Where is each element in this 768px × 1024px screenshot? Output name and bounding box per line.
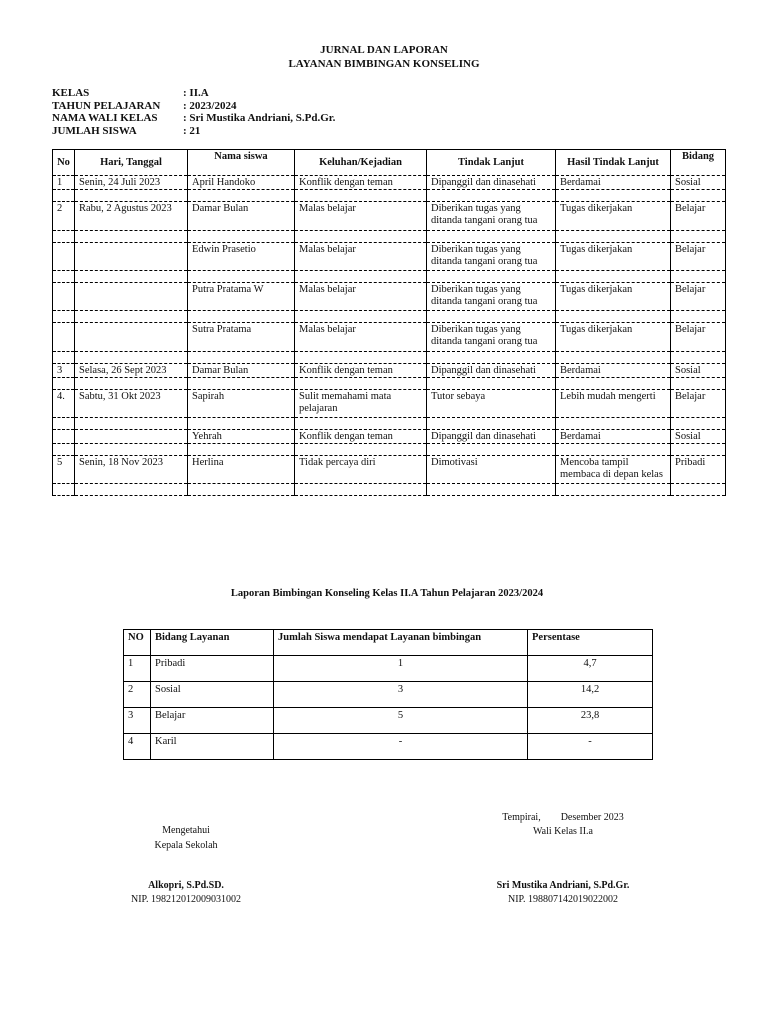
journal-cell-result: Mencoba tampil membaca di depan kelas: [556, 456, 671, 484]
journal-cell-date: Sabtu, 31 Okt 2023: [75, 390, 188, 418]
journal-row: [53, 390, 726, 418]
summary-row: [124, 682, 653, 708]
journal-cell-name: April Handoko: [188, 176, 295, 190]
meta-wali-kelas: NAMA WALI KELAS : Sri Mustika Andriani, S.Pd.Gr.: [52, 112, 336, 124]
journal-cell-date: [75, 323, 188, 352]
journal-spacer-cell: [53, 231, 75, 243]
journal-cell-issue: Sulit memahami mata pelajaran: [295, 390, 427, 418]
journal-cell-field: Sosial: [671, 176, 726, 190]
summary-cell-count: 1: [274, 656, 528, 682]
journal-spacer-cell: [188, 378, 295, 390]
journal-cell-action: Dimotivasi: [427, 456, 556, 484]
journal-cell-name: Damar Bulan: [188, 364, 295, 378]
journal-spacer-cell: [295, 484, 427, 496]
journal-spacer-cell: [427, 352, 556, 364]
journal-table: [52, 149, 726, 496]
summary-cell-no: 3: [124, 708, 151, 734]
journal-cell-no: 1: [53, 176, 75, 190]
journal-spacer-cell: [671, 231, 726, 243]
journal-row: [53, 430, 726, 444]
journal-cell-issue: Malas belajar: [295, 202, 427, 231]
journal-cell-name: Sapirah: [188, 390, 295, 418]
journal-cell-name: Edwin Prasetio: [188, 243, 295, 271]
journal-cell-issue: Malas belajar: [295, 283, 427, 311]
journal-spacer-cell: [188, 444, 295, 456]
journal-cell-field: Belajar: [671, 243, 726, 271]
journal-cell-no: [53, 323, 75, 352]
journal-spacer-cell: [75, 418, 188, 430]
summary-col-field: Bidang Layanan: [151, 630, 274, 656]
journal-spacer-cell: [188, 271, 295, 283]
journal-spacer-cell: [671, 418, 726, 430]
journal-spacer-cell: [75, 444, 188, 456]
summary-row: [124, 708, 653, 734]
journal-cell-field: Sosial: [671, 364, 726, 378]
journal-spacer-cell: [75, 484, 188, 496]
summary-cell-no: 4: [124, 734, 151, 760]
journal-spacer-cell: [53, 352, 75, 364]
journal-spacer-cell: [671, 352, 726, 364]
journal-spacer-cell: [556, 271, 671, 283]
journal-row: [53, 456, 726, 484]
sig-right-name: Sri Mustika Andriani, S.Pd.Gr.: [496, 880, 630, 891]
journal-spacer-cell: [427, 444, 556, 456]
journal-cell-action: Tutor sebaya: [427, 390, 556, 418]
journal-spacer-cell: [295, 311, 427, 323]
summary-cell-count: 5: [274, 708, 528, 734]
journal-spacer-cell: [427, 418, 556, 430]
journal-row: [53, 202, 726, 231]
journal-cell-action: Diberikan tugas yang ditanda tangani orang tua: [427, 202, 556, 231]
journal-cell-result: Tugas dikerjakan: [556, 243, 671, 271]
journal-cell-no: 4.: [53, 390, 75, 418]
journal-spacer-row: [53, 231, 726, 243]
journal-spacer-cell: [671, 378, 726, 390]
journal-spacer-cell: [295, 378, 427, 390]
journal-spacer-cell: [188, 352, 295, 364]
col-result: Hasil Tindak Lanjut: [556, 150, 671, 176]
journal-cell-name: Sutra Pratama: [188, 323, 295, 352]
journal-cell-date: Rabu, 2 Agustus 2023: [75, 202, 188, 231]
journal-cell-issue: Tidak percaya diri: [295, 456, 427, 484]
journal-cell-issue: Konflik dengan teman: [295, 176, 427, 190]
sig-left-nip: NIP. 198212012009031002: [130, 894, 241, 905]
meta-jumlah-siswa: JUMLAH SISWA : 21: [52, 124, 201, 137]
journal-cell-field: Sosial: [671, 430, 726, 444]
journal-spacer-cell: [556, 190, 671, 202]
journal-spacer-cell: [556, 484, 671, 496]
journal-spacer-cell: [53, 378, 75, 390]
journal-spacer-cell: [295, 418, 427, 430]
journal-cell-issue: Malas belajar: [295, 323, 427, 352]
journal-cell-no: 5: [53, 456, 75, 484]
col-field: Bidang: [671, 150, 726, 176]
summary-cell-percent: -: [528, 734, 653, 760]
journal-spacer-cell: [295, 352, 427, 364]
journal-spacer-cell: [53, 484, 75, 496]
journal-spacer-cell: [188, 418, 295, 430]
journal-cell-date: [75, 430, 188, 444]
sig-left-ack: Mengetahui: [162, 825, 210, 836]
journal-cell-no: 3: [53, 364, 75, 378]
journal-spacer-cell: [53, 311, 75, 323]
summary-cell-percent: 23,8: [528, 708, 653, 734]
sig-right-place-date: Tempirai, Desember 2023: [502, 812, 624, 823]
journal-spacer-cell: [188, 311, 295, 323]
summary-table: [123, 629, 653, 760]
meta-kelas: KELAS : II.A: [52, 87, 209, 99]
journal-spacer-row: [53, 444, 726, 456]
journal-spacer-row: [53, 378, 726, 390]
summary-col-percent: Persentase: [528, 630, 653, 656]
journal-spacer-cell: [671, 484, 726, 496]
journal-cell-no: [53, 430, 75, 444]
journal-spacer-cell: [53, 190, 75, 202]
journal-cell-result: Tugas dikerjakan: [556, 323, 671, 352]
summary-cell-no: 2: [124, 682, 151, 708]
journal-cell-action: Diberikan tugas yang ditanda tangani orang tua: [427, 323, 556, 352]
journal-cell-field: Belajar: [671, 323, 726, 352]
journal-spacer-cell: [556, 378, 671, 390]
journal-cell-action: Dipanggil dan dinasehati: [427, 364, 556, 378]
journal-cell-issue: Malas belajar: [295, 243, 427, 271]
summary-cell-field: Pribadi: [151, 656, 274, 682]
journal-spacer-cell: [671, 271, 726, 283]
summary-cell-field: Sosial: [151, 682, 274, 708]
summary-col-no: NO: [124, 630, 151, 656]
journal-spacer-row: [53, 311, 726, 323]
journal-row: [53, 283, 726, 311]
journal-cell-result: Berdamai: [556, 364, 671, 378]
journal-spacer-cell: [188, 231, 295, 243]
journal-cell-date: Selasa, 26 Sept 2023: [75, 364, 188, 378]
journal-spacer-cell: [188, 484, 295, 496]
summary-cell-no: 1: [124, 656, 151, 682]
journal-cell-date: Senin, 24 Juli 2023: [75, 176, 188, 190]
journal-cell-no: [53, 283, 75, 311]
summary-cell-field: Belajar: [151, 708, 274, 734]
journal-cell-result: Lebih mudah mengerti: [556, 390, 671, 418]
journal-spacer-cell: [556, 444, 671, 456]
document-title: JURNAL DAN LAPORAN: [320, 44, 448, 56]
journal-spacer-cell: [75, 311, 188, 323]
meta-tahun-pelajaran: TAHUN PELAJARAN : 2023/2024: [52, 99, 237, 112]
journal-spacer-cell: [295, 231, 427, 243]
journal-spacer-cell: [53, 444, 75, 456]
journal-spacer-cell: [556, 311, 671, 323]
sig-right-role: Wali Kelas II.a: [533, 826, 593, 837]
journal-cell-action: Dipanggil dan dinasehati: [427, 176, 556, 190]
journal-cell-name: Herlina: [188, 456, 295, 484]
journal-cell-action: Diberikan tugas yang ditanda tangani orang tua: [427, 243, 556, 271]
journal-cell-name: Yehrah: [188, 430, 295, 444]
journal-cell-date: [75, 243, 188, 271]
journal-row: [53, 364, 726, 378]
journal-row: [53, 176, 726, 190]
journal-spacer-cell: [427, 190, 556, 202]
journal-cell-no: 2: [53, 202, 75, 231]
journal-row: [53, 243, 726, 271]
journal-cell-field: Pribadi: [671, 456, 726, 484]
journal-cell-result: Tugas dikerjakan: [556, 202, 671, 231]
journal-spacer-cell: [556, 418, 671, 430]
journal-spacer-row: [53, 190, 726, 202]
journal-cell-action: Diberikan tugas yang ditanda tangani orang tua: [427, 283, 556, 311]
journal-spacer-row: [53, 418, 726, 430]
journal-spacer-cell: [295, 190, 427, 202]
summary-cell-count: 3: [274, 682, 528, 708]
journal-spacer-cell: [671, 444, 726, 456]
journal-cell-field: Belajar: [671, 283, 726, 311]
summary-col-count: Jumlah Siswa mendapat Layanan bimbingan: [274, 630, 528, 656]
summary-title: Laporan Bimbingan Konseling Kelas II.A Tahun Pelajaran 2023/2024: [230, 588, 544, 599]
journal-cell-name: Damar Bulan: [188, 202, 295, 231]
journal-spacer-cell: [188, 190, 295, 202]
journal-spacer-cell: [295, 444, 427, 456]
journal-spacer-cell: [556, 352, 671, 364]
sig-left-role: Kepala Sekolah: [154, 840, 218, 851]
journal-cell-action: Dipanggil dan dinasehati: [427, 430, 556, 444]
col-action: Tindak Lanjut: [427, 150, 556, 176]
journal-spacer-cell: [556, 231, 671, 243]
journal-cell-field: Belajar: [671, 390, 726, 418]
summary-row: [124, 656, 653, 682]
journal-spacer-cell: [427, 271, 556, 283]
journal-spacer-row: [53, 352, 726, 364]
journal-spacer-cell: [427, 311, 556, 323]
journal-spacer-cell: [53, 418, 75, 430]
col-date: Hari, Tanggal: [75, 150, 188, 176]
journal-cell-date: Senin, 18 Nov 2023: [75, 456, 188, 484]
sig-right-nip: NIP. 198807142019022002: [507, 894, 618, 905]
journal-spacer-cell: [671, 190, 726, 202]
summary-cell-field: Karil: [151, 734, 274, 760]
journal-spacer-cell: [671, 311, 726, 323]
summary-row: [124, 734, 653, 760]
journal-cell-date: [75, 283, 188, 311]
journal-spacer-cell: [427, 231, 556, 243]
journal-cell-name: Putra Pratama W: [188, 283, 295, 311]
journal-cell-field: Belajar: [671, 202, 726, 231]
journal-spacer-row: [53, 271, 726, 283]
col-student-name: Nama siswa: [188, 150, 295, 176]
journal-cell-result: Berdamai: [556, 176, 671, 190]
journal-row: [53, 323, 726, 352]
journal-cell-issue: Konflik dengan teman: [295, 364, 427, 378]
sig-left-name: Alkopri, S.Pd.SD.: [148, 880, 224, 891]
journal-spacer-cell: [75, 378, 188, 390]
journal-spacer-cell: [75, 231, 188, 243]
journal-cell-issue: Konflik dengan teman: [295, 430, 427, 444]
class-info: [52, 87, 335, 137]
journal-cell-no: [53, 243, 75, 271]
col-issue: Keluhan/Kejadian: [295, 150, 427, 176]
summary-cell-count: -: [274, 734, 528, 760]
document-subtitle: LAYANAN BIMBINGAN KONSELING: [288, 58, 480, 70]
summary-cell-percent: 14,2: [528, 682, 653, 708]
col-no: No: [53, 150, 75, 176]
journal-spacer-cell: [75, 190, 188, 202]
journal-cell-result: Tugas dikerjakan: [556, 283, 671, 311]
journal-spacer-cell: [53, 271, 75, 283]
summary-cell-percent: 4,7: [528, 656, 653, 682]
journal-spacer-cell: [75, 352, 188, 364]
journal-spacer-cell: [295, 271, 427, 283]
journal-spacer-cell: [427, 378, 556, 390]
journal-spacer-row: [53, 484, 726, 496]
journal-spacer-cell: [75, 271, 188, 283]
journal-spacer-cell: [427, 484, 556, 496]
journal-cell-result: Berdamai: [556, 430, 671, 444]
